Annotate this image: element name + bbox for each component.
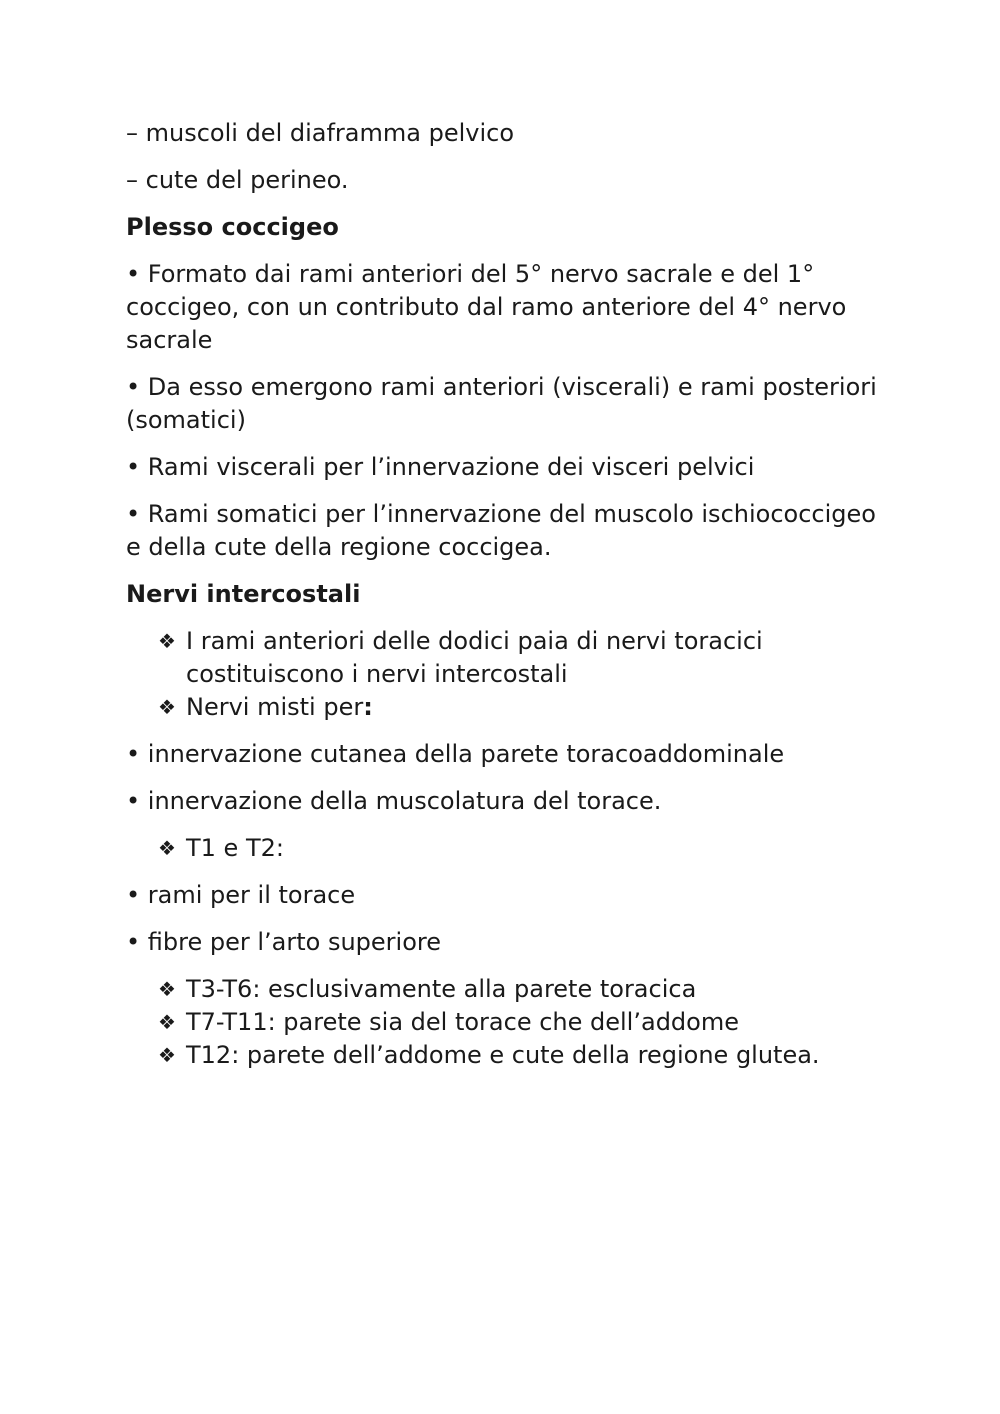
dash-item: – cute del perineo. (126, 166, 349, 194)
diamond-bullet-icon: ❖ (158, 836, 176, 860)
diamond-bullet-icon: ❖ (158, 977, 176, 1001)
diamond-item-text: Nervi misti per (186, 693, 364, 721)
bullet-item: • Rami somatici per l’innervazione del muscolo ischiococcigeo e della cute della regione coccigea. (126, 500, 876, 561)
diamond-list (126, 973, 896, 1072)
document-body (126, 117, 896, 1086)
bullet-item: • Da esso emergono rami anteriori (viscerali) e rami posteriori (somatici) (126, 373, 877, 434)
diamond-item (126, 832, 896, 865)
diamond-item-text: T7-T11: parete sia del torace che dell’addome (186, 1008, 739, 1036)
diamond-bullet-icon: ❖ (158, 629, 176, 653)
bullet-item: • innervazione della muscolatura del torace. (126, 787, 662, 815)
bullet-item: • fibre per l’arto superiore (126, 928, 441, 956)
bullet-item: • Rami viscerali per l’innervazione dei visceri pelvici (126, 453, 755, 481)
diamond-item-text: T12: parete dell’addome e cute della regione glutea. (186, 1041, 820, 1069)
bullet-item: • Formato dai rami anteriori del 5° nervo sacrale e del 1° coccigeo, con un contributo dal ramo anteriore del 4° nervo sacrale (126, 260, 847, 354)
diamond-bullet-icon: ❖ (158, 1043, 176, 1067)
bullet-item: • rami per il torace (126, 881, 356, 909)
diamond-item-text: T3-T6: esclusivamente alla parete toracica (186, 975, 697, 1003)
diamond-list (126, 832, 896, 865)
diamond-bullet-icon: ❖ (158, 695, 176, 719)
diamond-item-colon: : (363, 693, 373, 721)
diamond-item-text: T1 e T2: (186, 834, 284, 862)
dash-item: – muscoli del diaframma pelvico (126, 119, 515, 147)
diamond-bullet-icon: ❖ (158, 1010, 176, 1034)
diamond-item (126, 625, 896, 691)
section-heading-intercostal-nerves: Nervi intercostali (126, 580, 361, 608)
section-heading-coccygeal-plexus: Plesso coccigeo (126, 213, 339, 241)
diamond-item (126, 1006, 896, 1039)
diamond-item (126, 1039, 896, 1072)
bullet-item: • innervazione cutanea della parete toracoaddominale (126, 740, 785, 768)
diamond-list (126, 625, 896, 724)
diamond-item (126, 973, 896, 1006)
diamond-item (126, 691, 896, 724)
diamond-item-text: I rami anteriori delle dodici paia di nervi toracici costituiscono i nervi intercostali (186, 627, 763, 688)
